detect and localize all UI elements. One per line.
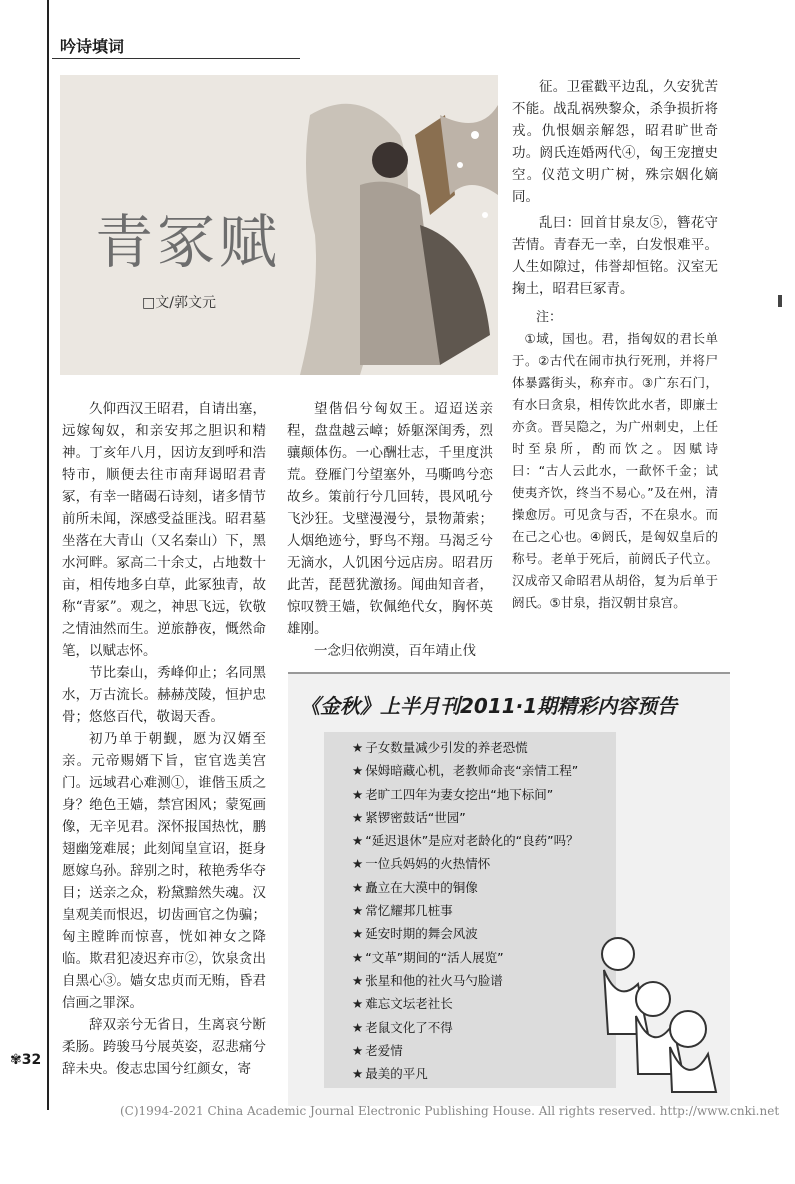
star-icon: ★ [352, 972, 364, 988]
promo-item [352, 1018, 579, 1041]
promo-item [352, 831, 579, 854]
star-icon: ★ [352, 1066, 364, 1082]
notes-heading: 注： [536, 310, 563, 325]
section-title: 吟诗填词 [60, 37, 125, 56]
star-icon: ★ [352, 786, 364, 802]
promo-item [352, 878, 579, 901]
notes-block [512, 328, 718, 614]
hero-illustration [60, 75, 498, 375]
star-icon: ★ [352, 926, 364, 942]
star-icon: ★ [352, 763, 364, 779]
promo-item [352, 901, 579, 924]
body-column-2 [287, 398, 493, 662]
promo-item-text: 紧锣密鼓话“世园” [365, 809, 466, 825]
section-rule [52, 58, 300, 59]
promo-item [352, 1041, 579, 1064]
star-icon: ★ [352, 949, 364, 965]
star-icon: ★ [352, 740, 364, 755]
promo-item-text: 常忆耀邦几桩事 [365, 903, 453, 919]
promo-item [352, 948, 579, 971]
cartoon-figures-icon [588, 924, 718, 1094]
promo-item-text: 最美的平凡 [365, 1066, 428, 1082]
promo-item-text: 延安时期的舞会风波 [365, 926, 478, 942]
promo-list [352, 738, 579, 1087]
article-byline: □文/郭文元 [142, 295, 216, 311]
promo-item-text: 老爱情 [365, 1042, 403, 1058]
notes-text: ①域，国也。君，指匈奴的君长单于。②古代在闹市执行死刑，并将尸体暴露街头，称弃市。③广东石门，有水曰贪泉，相传饮此水者，即廉士亦贪。晋吴隐之，为广州刺史，上任时至泉所，酌而饮之。因赋诗曰：“古人云此水，一歃怀千金；试使夷齐饮，终当不易心。”及在州，清操愈厉。可见贪与否，不在泉水。而在己之心也。④阏氏，是匈奴皇后的称号。老单于死后，前阏氏子代立。汉成帝又命昭君从胡俗，复为后单于阏氏。⑤甘泉，指汉朝甘泉宫。 [512, 331, 718, 610]
copyright-footer: (C)1994-2021 China Academic Journal Electronic Publishing House. All rights reserved. http://www.cnki.net [120, 1104, 780, 1118]
promo-item-text: 老鼠文化了不得 [365, 1019, 453, 1035]
star-icon: ★ [352, 1019, 364, 1035]
promo-item-text: 难忘文坛老社长 [365, 996, 453, 1012]
paragraph: 节比秦山，秀峰仰止；名同黑水，万古流长。赫赫茂陵，恒护忠骨；悠悠百代，敬谒天香。 [62, 665, 266, 725]
promo-item-text: “延迟退休”是应对老龄化的“良药”吗？ [365, 833, 579, 849]
margin-mark [778, 295, 782, 307]
promo-item-text: “文革”期间的“活人展览” [365, 949, 504, 965]
promo-item-text: 子女数量减少引发的养老恐慌 [365, 740, 528, 755]
body-column-3 [512, 76, 718, 304]
star-icon: ★ [352, 903, 364, 919]
promo-item-text: 一位兵妈妈的火热情怀 [365, 856, 491, 872]
star-icon: ★ [352, 833, 364, 849]
paragraph: 征。卫霍戳平边乱，久安犹苦不能。战乱祸殃黎众，杀争损折将戎。仇恨姻亲解怨，昭君旷世奇功。阏氏连婚两代④，匈王宠擅史空。仪范文明广树，殊宗姻化嫡同。 [512, 79, 718, 205]
promo-item [352, 924, 579, 947]
promo-item-text: 矗立在大漠中的铜像 [365, 879, 478, 895]
promo-item-text: 保姆暗藏心机，老教师命丧“亲情工程” [365, 763, 579, 779]
promo-panel [288, 672, 730, 1106]
promo-item [352, 738, 579, 761]
promo-item [352, 971, 579, 994]
star-icon: ★ [352, 1042, 364, 1058]
promo-item [352, 1064, 579, 1087]
promo-item [352, 994, 579, 1017]
promo-item [352, 761, 579, 784]
star-icon: ★ [352, 879, 364, 895]
star-icon: ★ [352, 996, 364, 1012]
column-divider-line [47, 0, 49, 1110]
promo-item [352, 785, 579, 808]
promo-item-text: 老旷工四年为妻女挖出“地下标间” [365, 786, 554, 802]
page-number: ✾32 [10, 1052, 42, 1068]
star-icon: ★ [352, 809, 364, 825]
paragraph: 辞双亲兮无省日，生离哀兮断柔肠。跨骏马兮展英姿，忍悲痛兮辞未央。俊志忠国兮红颜女，寄 [62, 1017, 266, 1077]
paragraph: 乱曰：回首甘泉友⑤，簪花守苦情。青春无一幸，白发恨难平。人生如隙过，伟誉却恒铭。汉室无掬土，昭君巨冢青。 [512, 215, 718, 297]
promo-item [352, 808, 579, 831]
paragraph: 一念归依朔漠，百年靖止伐 [314, 643, 476, 659]
promo-title: 《金秋》上半月刊2011·1期精彩内容预告 [300, 694, 678, 718]
body-column-1 [62, 398, 266, 1080]
paragraph: 久仰西汉王昭君，自请出塞，远嫁匈奴，和亲安邦之胆识和精神。丁亥年八月，因访友到呼和浩特市，顺便去往市南拜谒昭君青冢，有幸一睹碣石诗刻，诸多情节前所未闻，深感受益匪浅。昭君墓坐落在大青山（又名秦山）下，黑水河畔。冢高二十余丈，占地数十亩，相传地多白草，此冢独青，故称“青冢”。观之，神思飞远，钦敬之情油然而生。逆旅静夜，慨然命笔，以赋志怀。 [62, 401, 266, 659]
leaf-ornament-icon: ✾ [10, 1052, 22, 1068]
article-title: 青冢赋 [95, 208, 282, 276]
promo-item-text: 张星和他的社火马勺脸谱 [365, 972, 503, 988]
promo-item [352, 854, 579, 877]
star-icon: ★ [352, 856, 364, 872]
paragraph: 望偕侣兮匈奴王。迢迢送亲程，盘盘越云嶂；娇躯深闺秀，烈骧颠体伤。一心酬壮志，千里度洪荒。登雁门兮望塞外，马嘶鸣兮恋故乡。策前行兮几回转，畏风吼兮飞沙狂。戈壁漫漫兮，景物萧索；人烟绝迹兮，野鸟不翔。马渴乏兮无滴水，人饥困兮远店房。昭君历此苦，琵琶犹激扬。闻曲知音者，惊叹赞王嫱，钦佩绝代女，胸怀英雄刚。 [287, 401, 493, 637]
paragraph: 初乃单于朝觐，愿为汉婿至亲。元帝赐婿下旨，宦官选美宫门。远域君心难测①，谁偕玉质之身？绝色王嫱，禁宫困风；蒙冤画像，无辛见君。深怀报国热忱，鹏翅幽笼难展；此刻闻皇宣诏，挺身愿嫁乌孙。辞别之时，秾艳秀华夺目；送亲之众，粉黛黯然失魂。汉皇观美而恨迟，切齿画官之伪骗；匈主瞠眸而惊喜，恍如神女之降临。欺君犯凌迟弃市②，饮泉贪出自黑心③。嫱女忠贞而无贿，昏君信画之罪深。 [62, 731, 266, 1011]
